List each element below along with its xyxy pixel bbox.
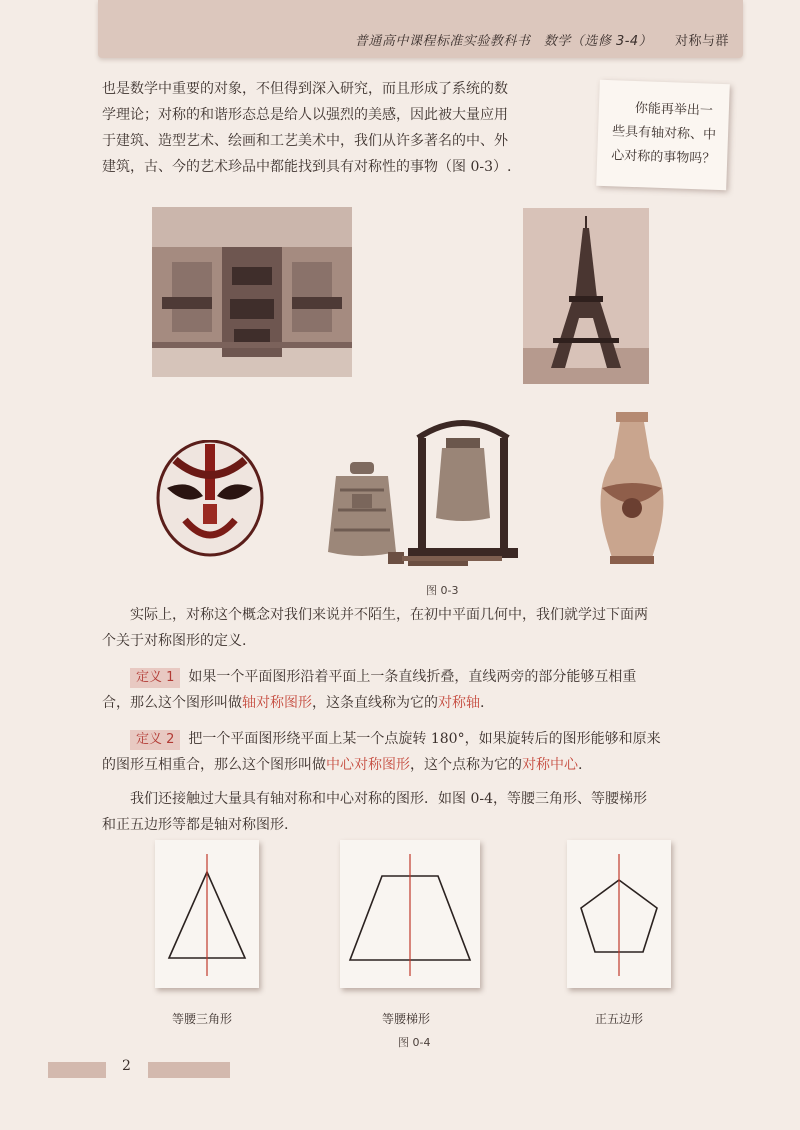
footer-bar-right [148,1062,230,1078]
side-note-card [596,80,730,190]
definition-2-text: 的图形互相重合，那么这个图形叫做 [102,757,326,773]
keyword-symmetry-center: 对称中心 [522,757,578,773]
regular-pentagon-figure [567,840,671,988]
definition-1-tag: 定义 1 [130,668,180,688]
side-note-line: 你能再举出一 [634,101,714,119]
opera-mask-photo [155,440,265,560]
label-isosceles-trapezoid: 等腰梯形 [382,1012,431,1026]
definition-2-text: . [578,757,583,773]
para3-line: 我们还接触过大量具有轴对称和中心对称的图形．如图 0-4，等腰三角形、等腰梯形 [130,791,647,807]
definition-1-text: ，这条直线称为它的 [312,695,438,711]
definition-2 [102,726,739,778]
label-regular-pentagon: 正五边形 [595,1012,644,1026]
isosceles-triangle-diagram [155,840,259,988]
keyword-axial-symmetric-figure: 轴对称图形 [242,695,312,711]
definition-1-text: 合，那么这个图形叫做 [102,695,242,711]
header-title [355,30,729,49]
regular-pentagon-diagram [567,840,671,988]
definition-1-text: 如果一个平面图形沿着平面上一条直线折叠，直线两旁的部分能够互相重 [188,669,637,685]
eiffel-tower-photo [523,208,649,384]
forbidden-city-photo [152,207,352,377]
intro-line: 建筑，古、今的艺术珍品中都能找到具有对称性的事物（图 0-3）. [102,159,512,175]
paragraph-examples [102,786,739,838]
isosceles-triangle-figure [155,840,259,988]
definition-2-text: 把一个平面图形绕平面上某一个点旋转 180°，如果旋转后的图形能够和原来 [188,731,661,747]
definition-2-text: ，这个点称为它的 [410,757,522,773]
figure-0-3-caption: 图 0-3 [426,584,459,597]
para2-line: 实际上，对称这个概念对我们来说并不陌生，在初中平面几何中，我们就学过下面两 [130,607,648,623]
porcelain-vase-photo [592,408,672,568]
isosceles-trapezoid-diagram [340,840,480,988]
definition-2-tag: 定义 2 [130,730,180,750]
header-band [98,0,743,58]
paragraph-symmetry-intro [102,602,739,654]
footer-bar-left [48,1062,106,1078]
side-note-line: 心对称的事物吗？ [610,148,716,167]
bronze-bell-photo [322,460,402,560]
isosceles-trapezoid-figure [340,840,480,988]
keyword-central-symmetric-figure: 中心对称图形 [326,757,410,773]
label-isosceles-triangle: 等腰三角形 [172,1012,233,1026]
header-topic: 对称与群 [674,34,729,49]
figure-0-4-caption: 图 0-4 [398,1036,431,1049]
keyword-symmetry-axis: 对称轴 [438,695,480,711]
intro-line: 学理论；对称的和谐形态总是给人以强烈的美感，因此被大量应用 [102,107,508,123]
side-note-line: 些具有轴对称、中 [611,124,717,143]
para3-line: 和正五边形等都是轴对称图形. [102,817,289,833]
definition-1-text: . [480,695,485,711]
para2-line: 个关于对称图形的定义. [102,633,247,649]
definition-1 [102,664,739,716]
intro-paragraph [102,76,592,180]
mallet-photo [388,548,508,568]
intro-line: 也是数学中重要的对象，不但得到深入研究，而且形成了系统的数 [102,81,508,97]
intro-line: 于建筑、造型艺术、绘画和工艺美术中，我们从许多著名的中、外 [102,133,508,149]
page-number: 2 [122,1058,131,1074]
header-series-title: 普通高中课程标准实验教科书 数学（选修 3-4） [354,34,653,49]
